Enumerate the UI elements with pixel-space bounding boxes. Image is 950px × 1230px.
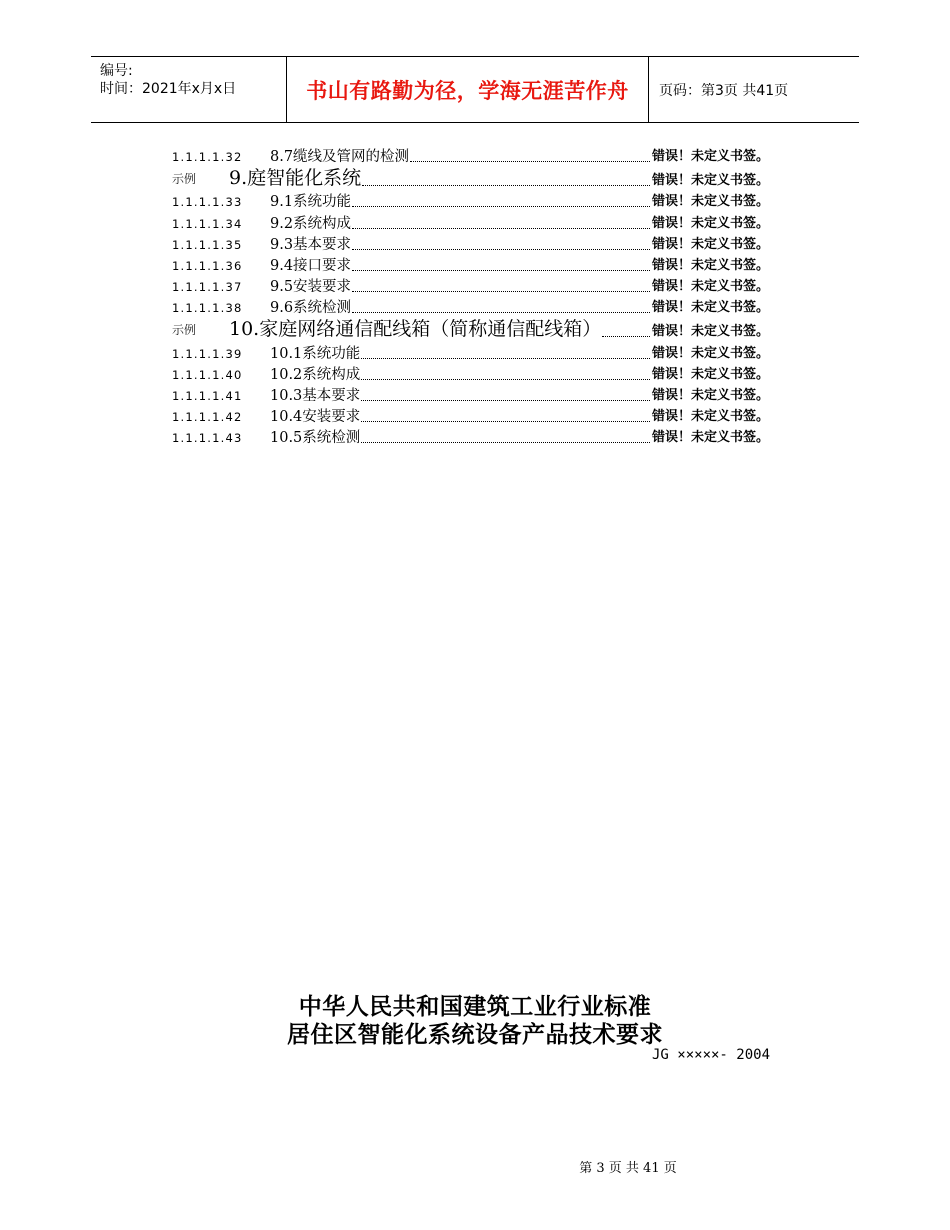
standard-code: JG ×××××- 2004 [652, 1047, 771, 1063]
toc-entry-page: 错误！未定义书签。 [652, 279, 770, 295]
toc-entry-number: 示例 [172, 172, 197, 187]
toc-entry-page: 错误！未定义书签。 [652, 387, 770, 403]
toc-entry-page: 错误！未定义书签。 [652, 366, 770, 382]
toc-leader-dots [352, 249, 650, 250]
toc-row[interactable] [172, 275, 792, 296]
page-header [91, 56, 859, 123]
document-time-label: 时间：2021年x月x日 [100, 81, 237, 97]
toc-entry-page: 错误！未定义书签。 [652, 149, 770, 165]
toc-entry-title: 9.2系统构成 [270, 215, 352, 232]
toc-leader-dots [352, 206, 650, 207]
toc-entry-page: 错误！未定义书签。 [652, 324, 770, 340]
document-number-label: 编号: [100, 63, 133, 79]
toc-entry-title: 10.1系统功能 [270, 345, 361, 362]
toc-entry-page: 错误！未定义书签。 [652, 236, 770, 252]
toc-entry-title: 10.5系统检测 [270, 430, 361, 447]
toc-entry-number: 1.1.1.1.39 [172, 346, 243, 361]
toc-entry-number: 示例 [172, 323, 197, 338]
toc-leader-dots [602, 336, 650, 337]
toc-row[interactable] [172, 190, 792, 211]
toc-leader-dots [361, 379, 650, 380]
header-page-info: 页码：第3页 共41页 [659, 82, 789, 99]
toc-entry-number: 1.1.1.1.32 [172, 150, 243, 165]
toc-entry-number: 1.1.1.1.42 [172, 410, 243, 425]
toc-entry-title: 8.7缆线及管网的检测 [270, 149, 410, 166]
toc-entry-title: 9.4接口要求 [270, 257, 352, 274]
toc-entry-page: 错误！未定义书签。 [652, 257, 770, 273]
toc-entry-number: 1.1.1.1.34 [172, 216, 243, 231]
toc-entry-title: 10.2系统构成 [270, 366, 361, 383]
toc-leader-dots [410, 161, 650, 162]
standard-title-line2: 居住区智能化系统设备产品技术要求 [287, 1022, 663, 1048]
toc-leader-dots [352, 228, 650, 229]
toc-entry-title: 9.1系统功能 [270, 194, 352, 211]
toc-entry-number: 1.1.1.1.35 [172, 237, 243, 252]
header-meta-cell [91, 57, 287, 122]
toc-entry-number: 1.1.1.1.36 [172, 258, 243, 273]
toc-entry-title: 10.家庭网络通信配线箱（简称通信配线箱） [229, 318, 602, 341]
toc-chapter-row[interactable] [172, 166, 792, 190]
toc-leader-dots [361, 442, 650, 443]
toc-entry-page: 错误！未定义书签。 [652, 430, 770, 446]
toc-entry-page: 错误！未定义书签。 [652, 345, 770, 361]
toc-entry-title: 10.3基本要求 [270, 387, 361, 404]
toc-entry-title: 10.4安装要求 [270, 409, 361, 426]
toc-entry-page: 错误！未定义书签。 [652, 300, 770, 316]
toc-row[interactable] [172, 405, 792, 426]
standard-title-line1: 中华人民共和国建筑工业行业标准 [298, 994, 652, 1020]
toc-entry-number: 1.1.1.1.38 [172, 301, 243, 316]
toc-entry-title: 9.3基本要求 [270, 236, 352, 253]
toc-entry-page: 错误！未定义书签。 [652, 194, 770, 210]
toc-row[interactable] [172, 341, 792, 362]
toc-row[interactable] [172, 363, 792, 384]
toc-entry-page: 错误！未定义书签。 [652, 215, 770, 231]
toc-entry-page: 错误！未定义书签。 [652, 173, 770, 189]
toc-entry-title: 9.5安装要求 [270, 279, 352, 296]
toc-leader-dots [361, 400, 650, 401]
toc-entry-number: 1.1.1.1.43 [172, 431, 243, 446]
header-motto-cell [287, 57, 649, 122]
table-of-contents [172, 145, 792, 447]
toc-row[interactable] [172, 426, 792, 447]
toc-row[interactable] [172, 233, 792, 254]
toc-row[interactable] [172, 384, 792, 405]
toc-row[interactable] [172, 211, 792, 232]
page-footer: 第 3 页 共 41 页 [579, 1161, 677, 1176]
toc-leader-dots [352, 270, 650, 271]
toc-leader-dots [362, 185, 650, 186]
toc-entry-title: 9.6系统检测 [270, 300, 352, 317]
header-page-cell [649, 57, 859, 122]
toc-leader-dots [361, 358, 650, 359]
toc-leader-dots [352, 291, 650, 292]
toc-entry-number: 1.1.1.1.33 [172, 195, 243, 210]
toc-leader-dots [361, 421, 650, 422]
toc-entry-number: 1.1.1.1.37 [172, 280, 243, 295]
toc-chapter-row[interactable] [172, 317, 792, 341]
toc-entry-number: 1.1.1.1.40 [172, 367, 243, 382]
header-motto: 书山有路勤为径，学海无涯苦作舟 [306, 78, 629, 103]
toc-entry-page: 错误！未定义书签。 [652, 409, 770, 425]
toc-leader-dots [352, 312, 650, 313]
toc-entry-number: 1.1.1.1.41 [172, 388, 243, 403]
toc-row[interactable] [172, 254, 792, 275]
toc-entry-title: 9.庭智能化系统 [229, 167, 362, 190]
